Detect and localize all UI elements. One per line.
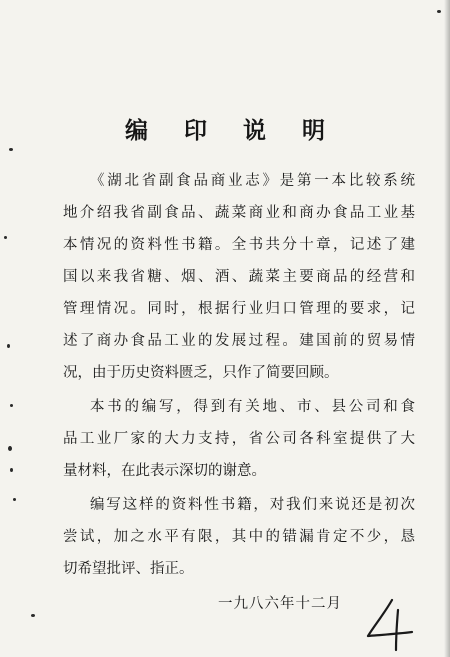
paragraph-3-line-2: 尝试，加之水平有限，其中的错漏肯定不少，恳 [63, 529, 415, 545]
scan-edge-shadow [444, 0, 450, 657]
paragraph-2-line-1: 本书的编写，得到有关地、市、县公司和食 [90, 399, 415, 415]
paragraph-1-line-1: 《湖北省副食品商业志》是第一本比较系统 [90, 173, 415, 189]
scan-speck [4, 236, 7, 239]
scan-speck [8, 446, 12, 451]
paragraph-1-line-7: 况，由于历史资料匮乏，只作了简要回顾。 [63, 365, 339, 381]
date-line: 一九八六年十二月 [218, 596, 342, 612]
paragraph-1-line-5: 管理情况。同时，根据行业归口管理的要求，记 [63, 301, 415, 317]
paragraph-1-line-4: 国以来我省糖、烟、酒、蔬菜主要商品的经营和 [63, 269, 415, 285]
paragraph-2-line-2: 品工业厂家的大力支持，省公司各科室提供了大 [63, 431, 415, 447]
page-title: 编 印 说 明 [124, 118, 340, 144]
scan-speck [10, 468, 13, 472]
scan-speck [437, 10, 441, 13]
scan-speck [10, 404, 13, 407]
scan-speck [13, 498, 16, 501]
paragraph-3-line-3: 切希望批评、指正。 [63, 561, 194, 577]
scan-speck [31, 614, 35, 617]
paragraph-1-line-6: 述了商办食品工业的发展过程。建国前的贸易情 [63, 333, 415, 349]
paragraph-1-line-3: 本情况的资料性书籍。全书共分十章，记述了建 [63, 237, 415, 253]
paragraph-1-line-2: 地介绍我省副食品、蔬菜商业和商办食品工业基 [63, 205, 415, 221]
scan-speck [9, 148, 13, 151]
paragraph-3-line-1: 编写这样的资料性书籍，对我们来说还是初次 [90, 497, 415, 513]
scan-speck [7, 344, 10, 348]
paragraph-2-line-3: 量材料，在此表示深切的谢意。 [63, 463, 266, 479]
handwritten-page-number [362, 596, 418, 652]
